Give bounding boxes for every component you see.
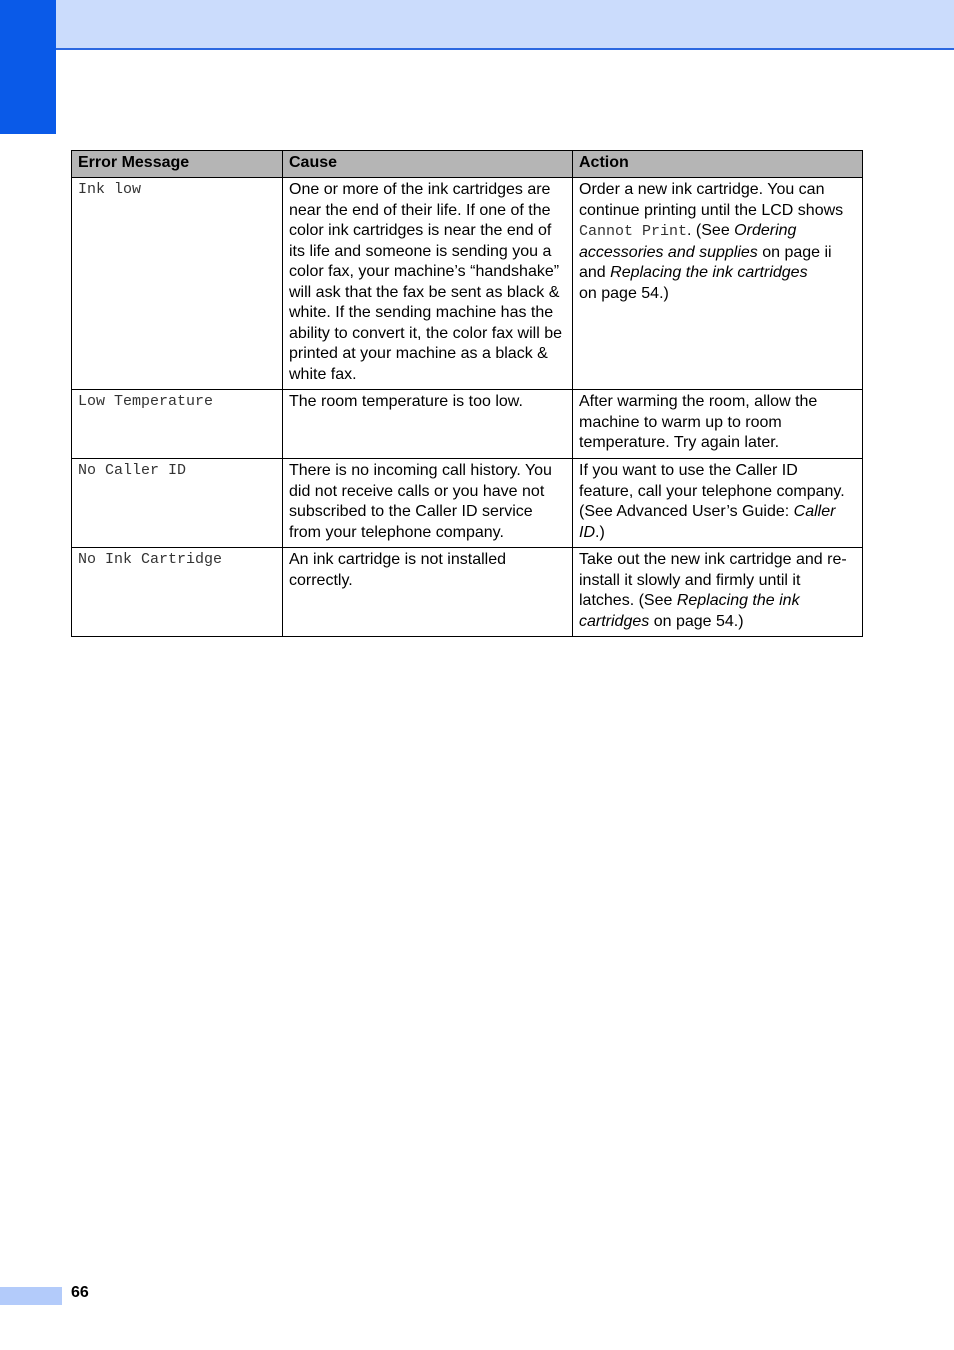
column-header-error-message: Error Message xyxy=(72,151,283,178)
chapter-tab xyxy=(0,0,56,134)
action-cell: If you want to use the Caller ID feature, call your telephone company. (See Advanced User’s Guide: Caller ID.) xyxy=(573,459,863,548)
action-cell: After warming the room, allow the machine to warm up to room temperature. Try again later. xyxy=(573,390,863,459)
error-message-cell: No Caller ID xyxy=(72,459,283,548)
table-row xyxy=(72,390,863,459)
error-message-table xyxy=(71,150,863,637)
column-header-cause: Cause xyxy=(283,151,573,178)
error-message-cell: Ink low xyxy=(72,178,283,390)
action-cell: Order a new ink cartridge. You can continue printing until the LCD shows Cannot Print. (See Ordering accessories and supplies on page ii and Replacing the ink cartridges on page 54.) xyxy=(573,178,863,390)
page-number: 66 xyxy=(71,1284,89,1301)
cross-reference: Replacing the ink cartridges xyxy=(579,592,800,630)
cause-cell: One or more of the ink cartridges are near the end of their life. If one of the color ink cartridges is near the end of its life and someone is sending you a color fax, your machine’s “handshake” will ask that the fax be sent as black & white. If the sending machine has the ability to convert it, the color fax will be printed at your machine as a black & white fax. xyxy=(283,178,573,390)
action-cell: Take out the new ink cartridge and re-install it slowly and firmly until it latches. (See Replacing the ink cartridges on page 54.) xyxy=(573,548,863,637)
cause-cell: An ink cartridge is not installed correctly. xyxy=(283,548,573,637)
cross-reference: Caller ID xyxy=(579,503,836,541)
page-number-tab xyxy=(0,1287,62,1305)
table-header-row xyxy=(72,151,863,178)
cause-cell: The room temperature is too low. xyxy=(283,390,573,459)
header-band xyxy=(56,0,954,50)
error-message-cell: Low Temperature xyxy=(72,390,283,459)
column-header-action: Action xyxy=(573,151,863,178)
cross-reference: Replacing the ink cartridges xyxy=(610,264,808,281)
table-row xyxy=(72,178,863,390)
error-message-cell: No Ink Cartridge xyxy=(72,548,283,637)
cross-reference: Ordering accessories and supplies xyxy=(579,222,797,261)
table-row xyxy=(72,548,863,637)
lcd-message: Cannot Print xyxy=(579,223,688,240)
cause-cell: There is no incoming call history. You did not receive calls or you have not subscribed to the Caller ID service from your telephone company. xyxy=(283,459,573,548)
table-row xyxy=(72,459,863,548)
